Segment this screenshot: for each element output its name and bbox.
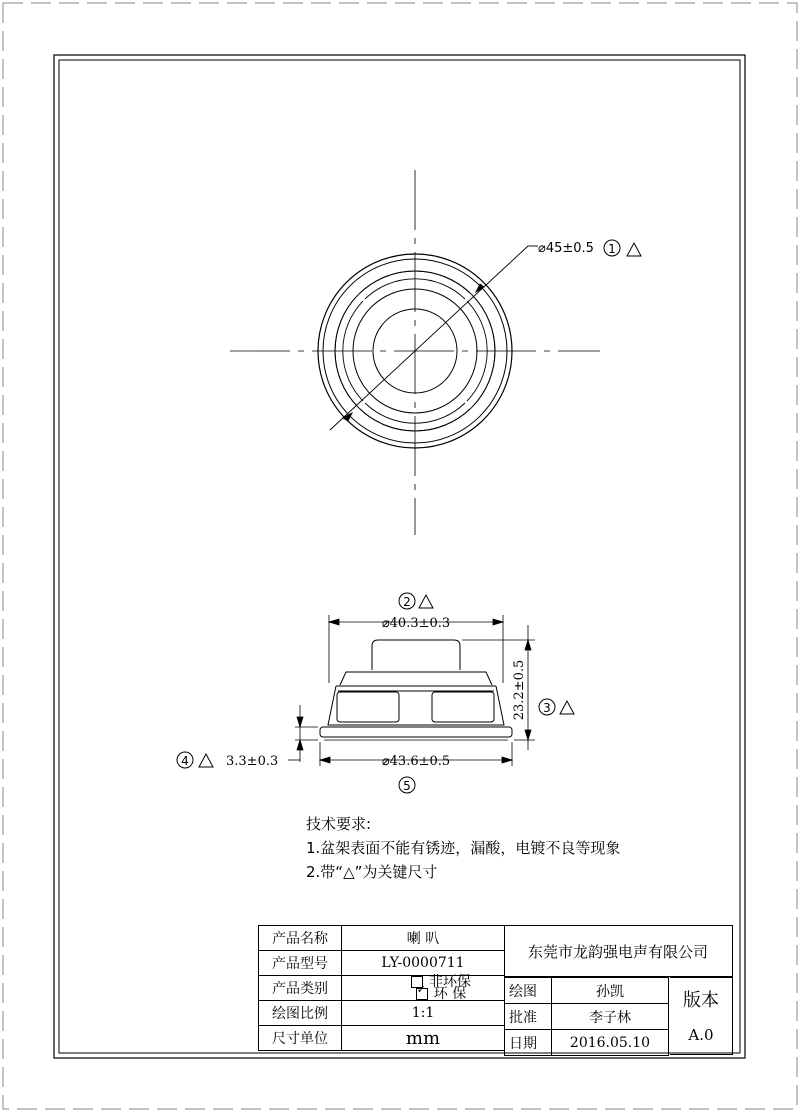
frame-window-left <box>337 692 399 722</box>
approved-by: 李子林 <box>552 1004 669 1030</box>
title-block-left <box>258 925 505 1051</box>
checkbox-checked-icon <box>416 988 428 1000</box>
product-model-value: LY-0000711 <box>342 951 505 976</box>
top-diameter-label: ⌀45±0.5 <box>538 241 594 256</box>
note-item-1: 1.盆架表面不能有锈迹，漏酸，电镀不良等现象 <box>306 839 621 857</box>
date-label: 日期 <box>505 1030 552 1056</box>
flange <box>320 727 512 737</box>
scale-label: 绘图比例 <box>259 1001 342 1026</box>
category-non-eco-label: 非环保 <box>429 974 471 990</box>
top-view <box>230 170 600 535</box>
key-triangle-4 <box>199 754 213 767</box>
signature-table <box>504 977 669 1056</box>
unit-label: 尺寸单位 <box>259 1026 342 1051</box>
frame-inner <box>59 60 740 1053</box>
key-triangle-1 <box>627 243 641 256</box>
version-value: A.0 <box>688 1026 714 1044</box>
approved-label: 批准 <box>505 1004 552 1030</box>
version-label: 版本 <box>683 990 719 1011</box>
flange-dim-label: 3.3±0.3 <box>226 754 279 769</box>
top-dim-label: ⌀40.3±0.3 <box>381 616 451 631</box>
key-triangle-3 <box>560 701 574 714</box>
marker-3-number: 3 <box>543 701 551 715</box>
date-value: 2016.05.10 <box>552 1030 669 1056</box>
product-category-label: 产品类别 <box>259 976 342 1001</box>
side-view <box>288 615 535 766</box>
marker-5-number: 5 <box>403 779 411 793</box>
flange-dimension <box>288 705 318 762</box>
product-name-value: 喇 叭 <box>342 926 505 951</box>
height-dim-label: 23.2±0.5 <box>512 659 527 721</box>
notes-title: 技术要求: <box>306 815 372 833</box>
title-block-right <box>504 925 733 1055</box>
unit-value: mm <box>342 1026 505 1051</box>
category-eco-label: 环 保 <box>433 986 467 1002</box>
marker-4-number: 4 <box>181 754 189 768</box>
version-box <box>670 977 733 1055</box>
top-view-center-lines <box>230 170 600 535</box>
frame-outer <box>54 55 745 1058</box>
product-model-label: 产品型号 <box>259 951 342 976</box>
magnet-body <box>372 640 460 670</box>
product-category-value <box>342 976 505 1001</box>
key-triangle-2 <box>419 595 433 608</box>
frame-window-right <box>432 692 494 722</box>
note-item-2: 2.带“△”为关键尺寸 <box>306 863 438 881</box>
product-name-label: 产品名称 <box>259 926 342 951</box>
scale-value: 1:1 <box>342 1001 505 1026</box>
marker-2-number: 2 <box>403 595 411 609</box>
marker-1-number: 1 <box>608 242 616 256</box>
category-option-eco <box>378 988 504 1000</box>
drawn-label: 绘图 <box>505 978 552 1004</box>
drawn-by: 孙凯 <box>552 978 669 1004</box>
frame-shoulder <box>340 672 492 685</box>
technical-notes <box>306 812 620 884</box>
company-name: 东莞市龙韵强电声有限公司 <box>504 925 733 977</box>
bottom-dim-label: ⌀43.6±0.5 <box>381 754 451 769</box>
